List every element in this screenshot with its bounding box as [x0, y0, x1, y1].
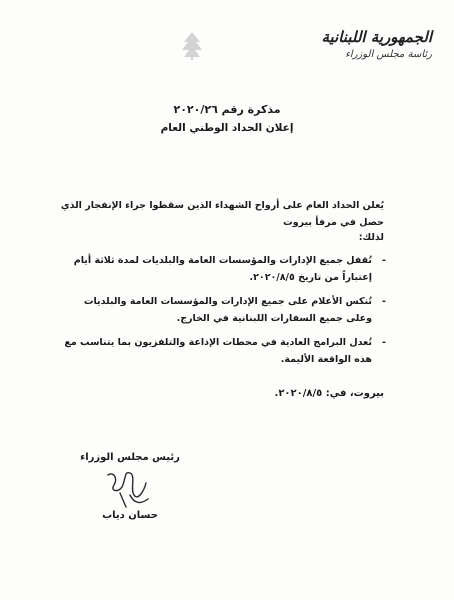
signatory-title: رئيس مجلس الوزراء — [80, 452, 180, 463]
letterhead-republic: الجمهورية اللبنانية — [321, 28, 432, 46]
bullet-dash: - — [382, 337, 386, 348]
memo-subject: إعلان الحداد الوطني العام — [160, 122, 294, 134]
memo-number: مذكرة رقم ٢٠٢٠/٢٦ — [173, 103, 281, 116]
bullet-dash: - — [382, 255, 386, 266]
list-item-text: تُنكس الأعلام على جميع الإدارات والمؤسسات العامة والبلديات وعلى جميع السفارات اللبنانية في الخارج. — [83, 296, 372, 324]
list-item-text: تُقفل جميع الإدارات والمؤسسات العامة والبلديات لمدة ثلاثة أيام إعتباراً من تاريخ ٢٠٢٠/٨/٥. — [73, 255, 372, 283]
letterhead — [292, 28, 432, 62]
intro-paragraph: يُعلن الحداد العام على أرواح الشهداء الذين سقطوا جراء الإنفجار الذي حصل في مرفأ بيروت — [60, 200, 384, 228]
letterhead-presidency: رئاسة مجلس الوزراء — [345, 49, 432, 60]
signatory-name: حسان دياب — [102, 510, 158, 521]
list-item — [60, 252, 386, 286]
decision-list — [60, 252, 386, 375]
place-date: بيروت، في: ٢٠٢٠/٨/٥. — [274, 388, 384, 399]
list-item-text: تُعدل البرامج العادية في محطات الإذاعة والتلفزيون بما يتناسب مع هذه الواقعة الأليمة. — [64, 337, 372, 365]
list-item — [60, 334, 386, 368]
cedar-emblem-icon — [180, 30, 204, 60]
bullet-dash: - — [382, 296, 386, 307]
therefore-label: لذلك: — [358, 232, 384, 243]
list-item — [60, 293, 386, 327]
handwritten-signature — [100, 465, 160, 510]
